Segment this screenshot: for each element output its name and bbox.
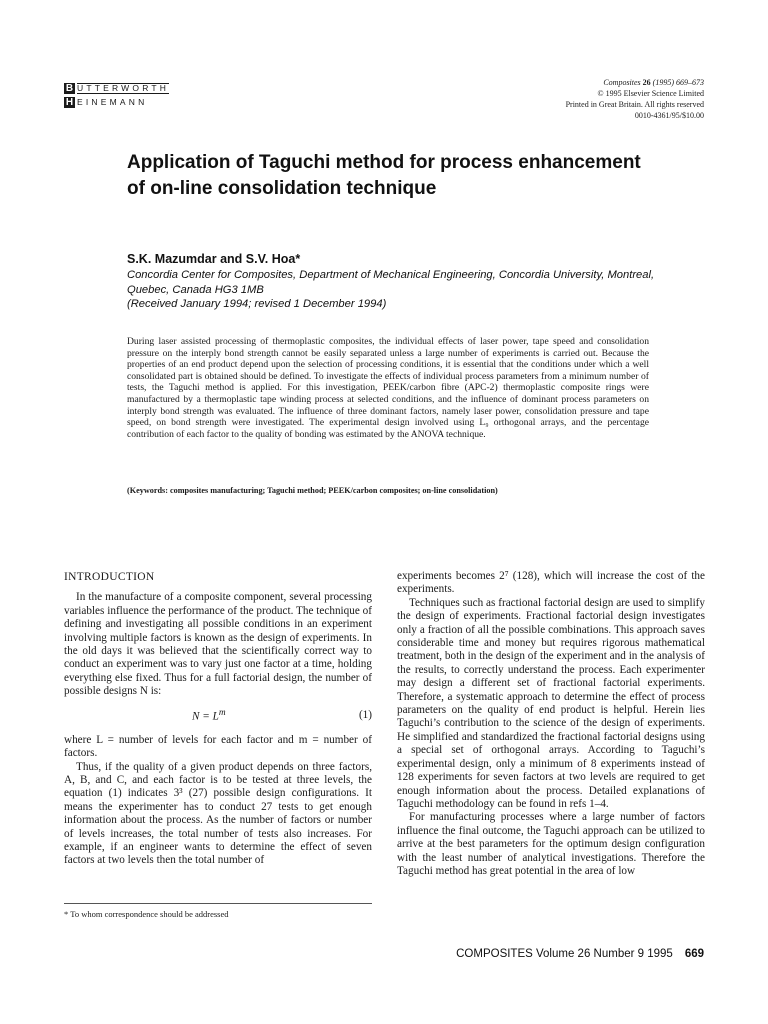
- page-footer: [456, 948, 704, 960]
- equation-exponent: m: [218, 707, 226, 718]
- right-column: [397, 570, 705, 878]
- equation-body: [192, 707, 226, 724]
- abstract: During laser assisted processing of thermoplastic composites, the individual effects of laser power, tape speed and consolidation pressure on the interply bond strength cannot be easily separated unless a large number of experiments is carried out. Because the properties of an end product depend upon the selection of processing conditions, it is essential that the conditions under which a well consolidated part is obtained should be defined. To investigate the effects of individual process parameters from a minimum number of tests, the Taguchi method is applied. For this investigation, PEEK/carbon fibre (APC-2) thermoplastic composite rings were manufactured by a thermoplastic tape winding process at selected conditions, and the influence of dominant process parameters on interply bond strength was evaluated. The influence of three dominant factors, namely laser power, consolidation pressure and tape speed, on bond strength were investigated. The experimental design involved using L₉ orthogonal arrays, and the percentage contribution of each factor to the quality of bonding was estimated by the ANOVA technique.: [127, 336, 649, 440]
- paper-title: Application of Taguchi method for process enhancement of on-line consolidation technique: [127, 152, 641, 199]
- author-affiliation: [127, 268, 667, 312]
- footer-journal-line: COMPOSITES Volume 26 Number 9 1995: [456, 948, 673, 960]
- paper-authors: S.K. Mazumdar and S.V. Hoa*: [127, 252, 301, 266]
- received-dates: (Received January 1994; revised 1 December 1994): [127, 298, 387, 310]
- intro-paragraph-1: In the manufacture of a composite component, several processing variables influence the performance of the product. The technique of defining and investigating all possible conditions in an experiment involving multiple factors is known as the design of experiments. In the old days it was believed that the scientifically correct way to conduct an experiment was to vary just one factor at a time, holding everything else fixed. Thus for a full factorial design, the number of possible designs N is:: [64, 591, 372, 698]
- equation-number: (1): [358, 708, 372, 721]
- affiliation-text: Concordia Center for Composites, Department of Mechanical Engineering, Concordia University, Montreal, Quebec, Canada HG3 1MB: [127, 269, 655, 296]
- publisher-logo: [64, 82, 169, 108]
- equation-text: N = L: [192, 710, 219, 723]
- logo-word-1: UTTERWORTH: [77, 82, 170, 93]
- keywords: (Keywords: composites manufacturing; Taguchi method; PEEK/carbon composites; on-line consolidation): [127, 486, 498, 495]
- intro-paragraph-3: Thus, if the quality of a given product depends on three factors, A, B, and C, and each factor is to be tested at three levels, the equation (1) indicates 3³ (27) possible design configurations. It means the experimenter has to conduct 27 tests to get enough information about the process. As the number of factors or number of levels increases, the total number of tests also increases. For example, if an engineer wants to determine the effect of seven factors at two levels then the total number of: [64, 760, 372, 867]
- right-paragraph-1: experiments becomes 2⁷ (128), which will increase the cost of the experiments.: [397, 570, 705, 596]
- publisher-logo-line-2: [64, 96, 169, 108]
- logo-word-2: EINEMANN: [77, 96, 148, 107]
- journal-volume: 26: [642, 78, 651, 87]
- logo-initial-h: H: [65, 96, 74, 108]
- left-column: [64, 571, 372, 868]
- journal-header: [566, 77, 704, 121]
- intro-paragraph-2: where L = number of levels for each factor and m = number of factors.: [64, 733, 372, 760]
- logo-initial-b: B: [65, 82, 74, 94]
- page-number: 669: [684, 948, 704, 960]
- journal-pages: (1995) 669–673: [652, 78, 704, 87]
- equation-1: [64, 707, 372, 724]
- issn-code: 0010-4361/95/$10.00: [634, 111, 704, 120]
- footnote-divider: [64, 903, 372, 904]
- right-paragraph-2: Techniques such as fractional factorial design are used to simplify the design of experiments. Fractional factorial design investigates only a fraction of all the possible combinations. This approach saves considerable time and money but requires rigorous mathematical treatment, both in the design of the experiment and in the analysis of the results, to correctly understand the process. Each experimenter may design a different set of fractional factorial experiments. Therefore, a systematic approach to determine the effect of process parameters on the quality of end product is helpful. Herein lies Taguchi’s contribution to the science of the design of experiments. He simplified and standardized the fractional factorial designs using a special set of orthogonal arrays. According to Taguchi’s experimental design, only a minimum of 8 experiments instead of 128 experiments for seven factors at two levels are required to get enough information about the process. Detailed explanations of Taguchi methodology can be found in refs 1–4.: [397, 596, 705, 810]
- journal-name: Composites: [603, 78, 641, 87]
- printed-line: Printed in Great Britain. All rights reserved: [565, 100, 704, 109]
- copyright-line: © 1995 Elsevier Science Limited: [597, 89, 704, 98]
- footnote: * To whom correspondence should be addressed: [64, 909, 229, 919]
- right-paragraph-3: For manufacturing processes where a large number of factors influence the final outcome, the Taguchi approach can be utilized to arrive at the best parameters for the optimum design configuration with the least number of analytical investigations. Therefore the Taguchi method has great potential in the area of low: [397, 811, 705, 877]
- publisher-logo-line-1: [64, 82, 169, 94]
- journal-citation: [566, 77, 704, 88]
- section-heading-introduction: INTRODUCTION: [64, 571, 155, 583]
